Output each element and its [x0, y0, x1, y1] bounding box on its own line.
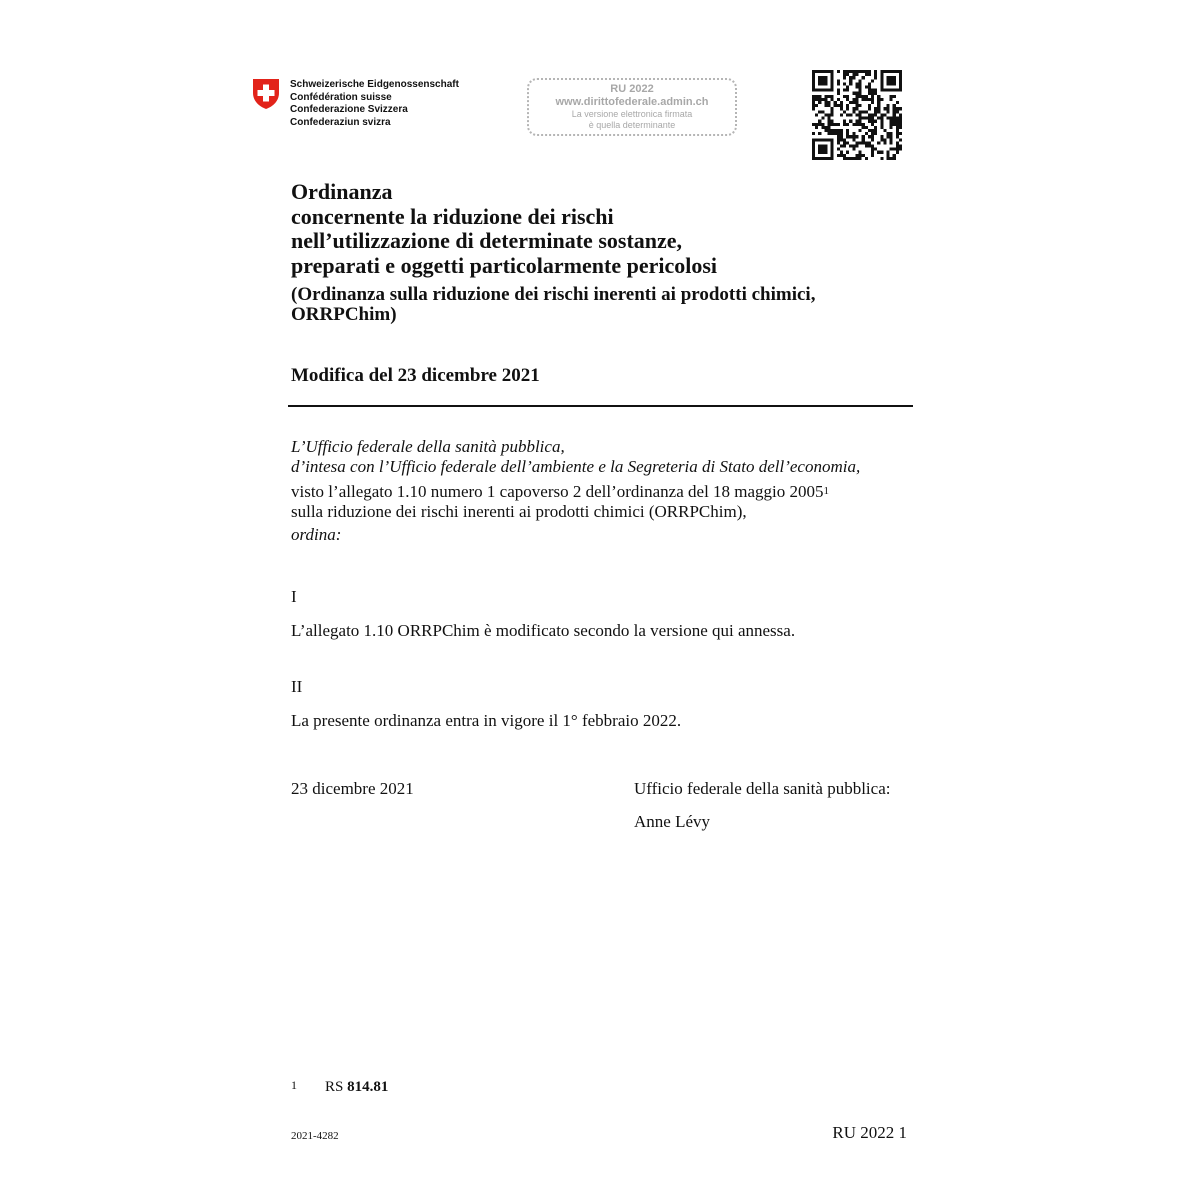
section-numeral: I: [291, 587, 297, 606]
title-line: preparati e oggetti particolarmente pericolosi: [291, 252, 718, 278]
official-publication-stamp: [527, 78, 737, 136]
legal-basis-line: [291, 482, 860, 502]
preamble: [291, 437, 860, 545]
section-text: L’allegato 1.10 ORRPChim è modificato secondo la versione qui annessa.: [291, 621, 796, 640]
footnote-reference-number: 814.81: [347, 1079, 389, 1095]
title-line: concernente la riduzione dei rischi: [291, 203, 614, 229]
confederation-name-de: Schweizerische Eidgenossenschaft: [290, 79, 459, 90]
authority-line: d’intesa con l’Ufficio federale dell’ambiente e la Segreteria di Stato dell’economia,: [291, 457, 861, 476]
subtitle-line: ORRPChim): [291, 304, 397, 325]
enacting-formula: ordina:: [291, 525, 342, 544]
amendment-date-heading: Modifica del 23 dicembre 2021: [291, 365, 540, 386]
stamp-note-line2: è quella determinante: [588, 120, 676, 130]
confederation-name-fr: Confédération suisse: [290, 91, 392, 103]
section-text: La presente ordinanza entra in vigore il 1° febbraio 2022.: [291, 711, 682, 730]
confederation-name-it: Confederazione Svizzera: [290, 104, 408, 115]
signer-name: Anne Lévy: [634, 812, 711, 831]
ordinance-short-title: [291, 285, 815, 325]
stamp-ru-label: RU 2022: [610, 83, 654, 95]
legal-basis-line: sulla riduzione dei rischi inerenti ai prodotti chimici (ORRPChim),: [291, 502, 747, 521]
footnote-text: [325, 1078, 388, 1096]
title-line: nell’utilizzazione di determinate sostanze,: [291, 228, 683, 253]
stamp-website: www.dirittofederale.admin.ch: [555, 96, 709, 108]
stamp-note-line1: La versione elettronica firmata: [571, 109, 693, 119]
divider: [288, 405, 913, 407]
subtitle-line: (Ordinanza sulla riduzione dei rischi inerenti ai prodotti chimici,: [291, 284, 816, 305]
document-number: 2021-4282: [291, 1130, 339, 1142]
authority-line: L’Ufficio federale della sanità pubblica,: [291, 437, 565, 456]
ordinance-title: [291, 180, 717, 278]
signing-office: Ufficio federale della sanità pubblica:: [634, 779, 891, 798]
confederation-name-rm: Confederaziun svizra: [290, 116, 391, 128]
footnote-prefix: RS: [325, 1079, 344, 1095]
section-numeral: II: [291, 677, 303, 696]
title-line: Ordinanza: [291, 179, 393, 204]
confederation-names: [290, 79, 459, 129]
footnote-reference[interactable]: 1: [823, 485, 830, 497]
qr-code-icon: [812, 70, 902, 160]
signature-date: 23 dicembre 2021: [291, 779, 414, 798]
legal-basis-text: visto l’allegato 1.10 numero 1 capoverso 2 dell’ordinanza del 18 maggio 2005: [291, 482, 824, 501]
footnote-number: 1: [291, 1078, 297, 1092]
swiss-shield-logo: [252, 78, 280, 110]
official-collection-reference: RU 2022 1: [832, 1123, 907, 1142]
